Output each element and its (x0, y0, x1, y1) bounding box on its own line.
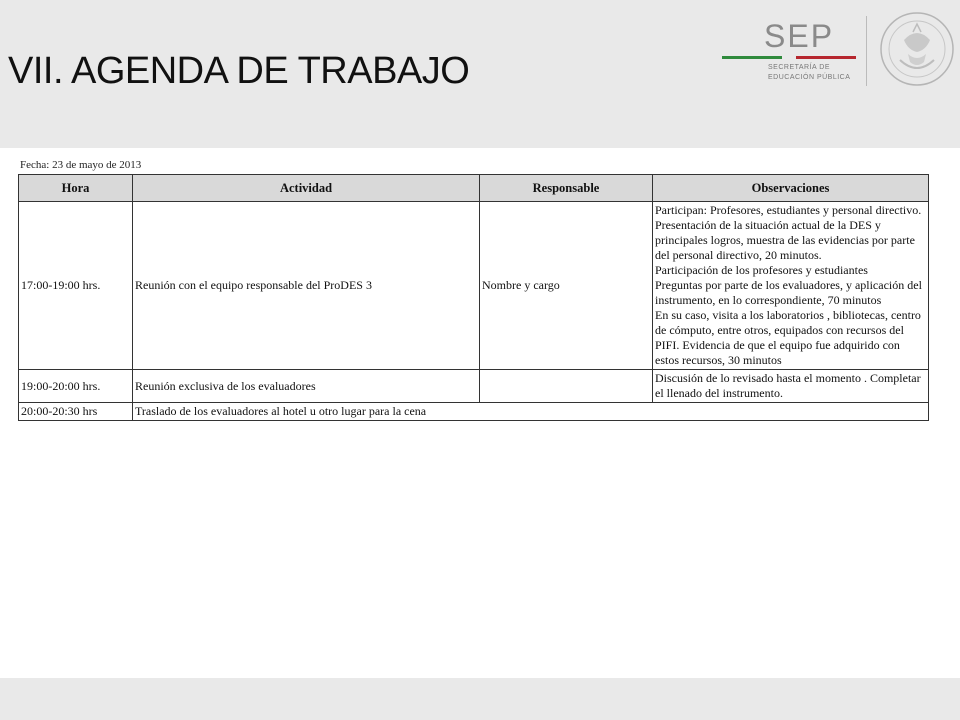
slide-header (0, 0, 960, 148)
observation-line: Participan: Profesores, estudiantes y personal directivo. (655, 203, 922, 217)
table-row (19, 403, 929, 421)
cell-responsable (480, 370, 653, 403)
cell-responsable: Nombre y cargo (480, 202, 653, 370)
observation-line: Preguntas por parte de los evaluadores, y aplicación del instrumento, en lo correspondiente, 70 minutos (655, 278, 922, 307)
observation-line: Presentación de la situación actual de la DES y principales logros, muestra de las evidencias por parte del personal directivo, 20 minutos. (655, 218, 915, 262)
observation-line: En su caso, visita a los laboratorios , bibliotecas, centro de cómputo, entre otros, equipados con recursos del PIFI. Evidencia de que el equipo fue adquirido con estos recursos, 30 minutos (655, 308, 921, 367)
slide-footer (0, 678, 960, 720)
table-row (19, 202, 929, 370)
sep-wordmark: SEP (764, 18, 835, 54)
header-responsable: Responsable (480, 175, 653, 202)
table-header-row (19, 175, 929, 202)
cell-merged-activity: Traslado de los evaluadores al hotel u otro lugar para la cena (133, 403, 929, 421)
cell-hora: 19:00-20:00 hrs. (19, 370, 133, 403)
header-actividad: Actividad (133, 175, 480, 202)
sep-subtitle-line1: SECRETARÍA DE (768, 64, 830, 71)
agenda-table (18, 174, 929, 421)
observation-line: Discusión de lo revisado hasta el momento . Completar el llenado del instrumento. (655, 371, 921, 400)
sep-subtitle-line2: EDUCACIÓN PÚBLICA (768, 74, 851, 81)
cell-hora: 20:00-20:30 hrs (19, 403, 133, 421)
mexico-coat-of-arms-seal-icon (878, 10, 956, 88)
logo-divider (866, 16, 867, 86)
cell-actividad: Reunión con el equipo responsable del ProDES 3 (133, 202, 480, 370)
cell-observaciones (653, 202, 929, 370)
cell-hora: 17:00-19:00 hrs. (19, 202, 133, 370)
page-title: VII. AGENDA DE TRABAJO (8, 50, 470, 92)
sep-green-line (722, 56, 782, 59)
header-observaciones: Observaciones (653, 175, 929, 202)
table-row (19, 370, 929, 403)
cell-observaciones (653, 370, 929, 403)
sep-red-line (796, 56, 856, 59)
observation-line: Participación de los profesores y estudiantes (655, 263, 868, 277)
header-hora: Hora (19, 175, 133, 202)
cell-actividad: Reunión exclusiva de los evaluadores (133, 370, 480, 403)
sep-logo (722, 18, 862, 90)
agenda-date: Fecha: 23 de mayo de 2013 (20, 159, 142, 171)
